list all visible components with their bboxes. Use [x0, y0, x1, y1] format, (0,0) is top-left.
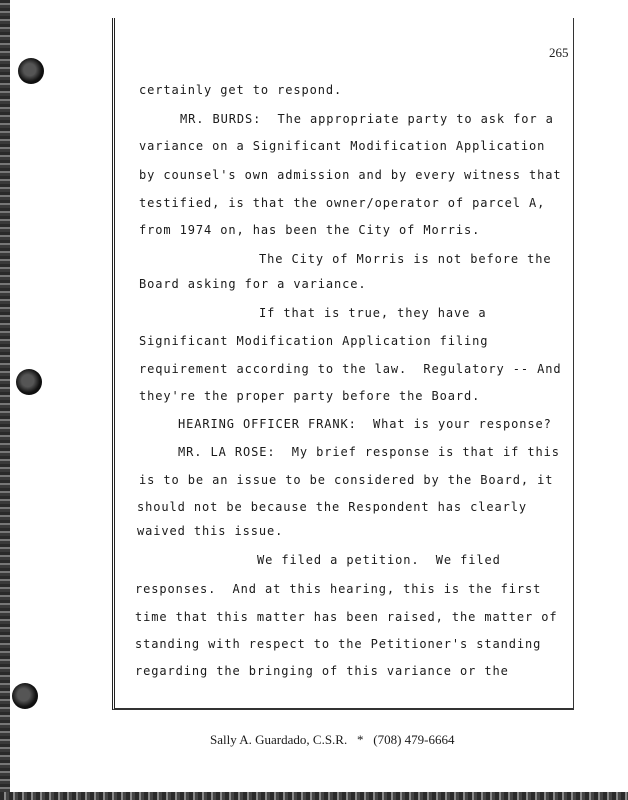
- transcript-line: should not be because the Respondent has clearly: [137, 500, 527, 514]
- scan-left-edge: [0, 0, 10, 800]
- transcript-line: Significant Modification Application filing: [139, 334, 489, 348]
- transcript-line: Board asking for a variance.: [139, 277, 367, 291]
- reporter-footer: [210, 732, 454, 748]
- transcript-line: is to be an issue to be considered by the Board, it: [139, 473, 554, 487]
- transcript-line: HEARING OFFICER FRANK: What is your response?: [178, 417, 552, 431]
- transcript-line: requirement according to the law. Regulatory -- And: [139, 362, 562, 376]
- transcript-line: waived this issue.: [137, 524, 284, 538]
- reporter-phone: (708) 479-6664: [373, 732, 455, 747]
- transcript-line: testified, is that the owner/operator of parcel A,: [139, 196, 546, 210]
- binder-hole-middle: [16, 369, 42, 395]
- transcript-line: If that is true, they have a: [259, 306, 487, 320]
- reporter-name: Sally A. Guardado, C.S.R.: [210, 732, 348, 747]
- binder-hole-top: [18, 58, 44, 84]
- transcript-line: they're the proper party before the Board.: [139, 389, 481, 403]
- transcript-line: MR. LA ROSE: My brief response is that if this: [178, 445, 560, 459]
- transcript-line: The City of Morris is not before the: [259, 252, 552, 266]
- transcript-line: from 1974 on, has been the City of Morris.: [139, 223, 481, 237]
- page-number: 265: [549, 45, 569, 60]
- transcript-line: responses. And at this hearing, this is the first: [135, 582, 542, 596]
- transcript-line: variance on a Significant Modification Application: [139, 139, 546, 153]
- transcript-line: regarding the bringing of this variance or the: [135, 664, 509, 678]
- transcript-line: MR. BURDS: The appropriate party to ask for a: [180, 112, 554, 126]
- transcript-line: standing with respect to the Petitioner's standing: [135, 637, 542, 651]
- binder-hole-bottom: [12, 683, 38, 709]
- transcript-line: by counsel's own admission and by every witness that: [139, 168, 562, 182]
- transcript-line: time that this matter has been raised, the matter of: [135, 610, 558, 624]
- scan-bottom-edge: [0, 792, 628, 800]
- transcript-line: certainly get to respond.: [139, 83, 343, 97]
- footer-separator: *: [356, 732, 364, 747]
- transcript-line: We filed a petition. We filed: [257, 553, 501, 567]
